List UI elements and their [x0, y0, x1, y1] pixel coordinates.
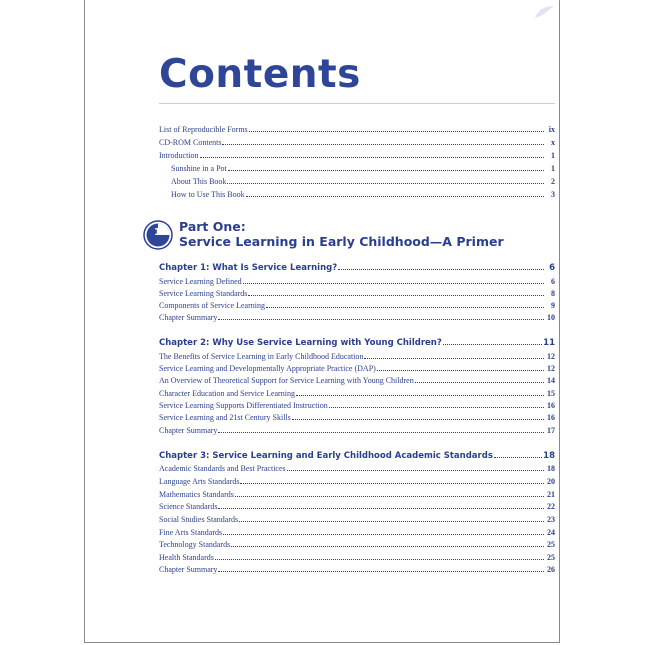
toc-entry[interactable]: [159, 301, 555, 310]
entry-label: Social Studies Standards: [159, 515, 239, 524]
dot-leader: [215, 553, 544, 560]
page-number: 10: [547, 313, 555, 322]
page-number: 16: [547, 401, 555, 410]
page-number: 12: [547, 364, 555, 373]
page-number: 15: [547, 389, 555, 398]
page-number: ix: [548, 125, 555, 134]
part-number: 1: [154, 227, 161, 238]
entry-label: How to Use This Book: [171, 190, 245, 199]
page-number: 23: [547, 515, 555, 524]
dot-leader: [243, 277, 544, 284]
page-number: 2: [551, 177, 555, 186]
page-number: 17: [547, 426, 555, 435]
dot-leader: [240, 477, 544, 484]
dot-leader: [249, 125, 544, 132]
dot-leader: [228, 164, 544, 171]
entry-label: Sunshine in a Pot: [171, 164, 227, 173]
toc-entry[interactable]: [159, 464, 555, 473]
page-number: 21: [547, 490, 555, 499]
page-number: 8: [551, 289, 555, 298]
toc-entry[interactable]: [159, 540, 555, 549]
dot-leader: [239, 515, 544, 522]
chapter-heading[interactable]: [159, 451, 555, 461]
toc-entry[interactable]: [159, 289, 555, 298]
toc-entry[interactable]: [159, 376, 555, 385]
entry-label: Fine Arts Standards: [159, 528, 223, 537]
entry-label: Character Education and Service Learning: [159, 389, 295, 398]
entry-label: Technology Standards: [159, 540, 231, 549]
toc-entry[interactable]: [159, 528, 555, 537]
page-title: Contents: [159, 52, 361, 97]
page-number: 25: [547, 553, 555, 562]
entry-label: List of Reproducible Forms: [159, 125, 248, 134]
dot-leader: [223, 528, 544, 535]
entry-label: Chapter Summary: [159, 426, 218, 435]
entry-label: Chapter Summary: [159, 565, 218, 574]
toc-entry[interactable]: [171, 177, 555, 186]
toc-entry[interactable]: [159, 125, 555, 134]
entry-label: Language Arts Standards: [159, 477, 240, 486]
toc-entry[interactable]: [159, 565, 555, 574]
page-number: x: [551, 138, 555, 147]
dot-leader: [231, 540, 544, 547]
chapter-heading[interactable]: [159, 338, 555, 348]
entry-label: Chapter 2: Why Use Service Learning with Young Children?: [159, 338, 442, 348]
entry-label: Science Standards: [159, 502, 218, 511]
entry-label: CD-ROM Contents: [159, 138, 222, 147]
dot-leader: [296, 389, 544, 396]
dot-leader: [287, 464, 544, 471]
page-number: 1: [551, 164, 555, 173]
page-number: 12: [547, 352, 555, 361]
toc-entry[interactable]: [159, 364, 555, 373]
dot-leader: [266, 301, 544, 308]
page-number: 25: [547, 540, 555, 549]
entry-label: Service Learning Defined: [159, 277, 242, 286]
entry-label: Service Learning and 21st Century Skills: [159, 413, 291, 422]
entry-label: Service Learning Standards: [159, 289, 248, 298]
entry-label: Mathematics Standards: [159, 490, 234, 499]
page-number: 6: [549, 263, 555, 273]
toc-entry[interactable]: [159, 502, 555, 511]
title-divider: [159, 103, 555, 104]
dot-leader: [218, 313, 544, 320]
leaf-decoration-icon: [533, 4, 555, 20]
toc-entry[interactable]: [159, 151, 555, 160]
dot-leader: [443, 338, 542, 345]
dot-leader: [329, 401, 544, 408]
dot-leader: [364, 352, 544, 359]
dot-leader: [218, 426, 544, 433]
entry-label: Introduction: [159, 151, 199, 160]
toc-entry[interactable]: [159, 490, 555, 499]
toc-entry[interactable]: [159, 138, 555, 147]
dot-leader: [248, 289, 544, 296]
part-heading: Part One: Service Learning in Early Childhood—A Primer: [179, 219, 504, 249]
toc-entry[interactable]: [159, 277, 555, 286]
page-number: 9: [551, 301, 555, 310]
toc-entry[interactable]: [159, 389, 555, 398]
entry-label: Chapter 3: Service Learning and Early Childhood Academic Standards: [159, 451, 493, 461]
dot-leader: [235, 490, 544, 497]
page-number: 20: [547, 477, 555, 486]
entry-label: Service Learning Supports Differentiated Instruction: [159, 401, 328, 410]
page-number: 18: [543, 451, 555, 461]
chapter-heading[interactable]: [159, 263, 555, 273]
entry-label: Components of Service Learning: [159, 301, 265, 310]
entry-label: Service Learning and Developmentally Appropriate Practice (DAP): [159, 364, 376, 373]
entry-label: Chapter Summary: [159, 313, 218, 322]
toc-entry[interactable]: [159, 426, 555, 435]
entry-label: The Benefits of Service Learning in Early Childhood Education: [159, 352, 364, 361]
dot-leader: [338, 263, 544, 270]
entry-label: Chapter 1: What Is Service Learning?: [159, 263, 338, 273]
page-number: 3: [551, 190, 555, 199]
toc-entry[interactable]: [159, 553, 555, 562]
toc-entry[interactable]: [159, 313, 555, 322]
dot-leader: [222, 138, 544, 145]
entry-label: About This Book: [171, 177, 227, 186]
dot-leader: [246, 190, 544, 197]
toc-entry[interactable]: [171, 164, 555, 173]
dot-leader: [292, 413, 544, 420]
dot-leader: [377, 364, 544, 371]
toc-entry[interactable]: [159, 401, 555, 410]
dot-leader: [494, 451, 542, 458]
entry-label: An Overview of Theoretical Support for Service Learning with Young Children: [159, 376, 414, 385]
entry-label: Academic Standards and Best Practices: [159, 464, 286, 473]
dot-leader: [415, 376, 544, 383]
page-number: 1: [551, 151, 555, 160]
page-number: 16: [547, 413, 555, 422]
page-number: 11: [543, 338, 555, 348]
entry-label: Health Standards: [159, 553, 214, 562]
page-number: 6: [551, 277, 555, 286]
page-number: 18: [547, 464, 555, 473]
dot-leader: [200, 151, 544, 158]
part-number-badge-icon: [143, 220, 173, 250]
toc-entry[interactable]: [159, 477, 555, 486]
page-number: 22: [547, 502, 555, 511]
dot-leader: [227, 177, 544, 184]
toc-entry[interactable]: [159, 413, 555, 422]
toc-entry[interactable]: [159, 515, 555, 524]
toc-entry[interactable]: [171, 190, 555, 199]
page-number: 24: [547, 528, 555, 537]
page-number: 26: [547, 565, 555, 574]
toc-entry[interactable]: [159, 352, 555, 361]
dot-leader: [218, 502, 544, 509]
page-number: 14: [547, 376, 555, 385]
document-page: [84, 0, 560, 643]
dot-leader: [218, 565, 544, 572]
